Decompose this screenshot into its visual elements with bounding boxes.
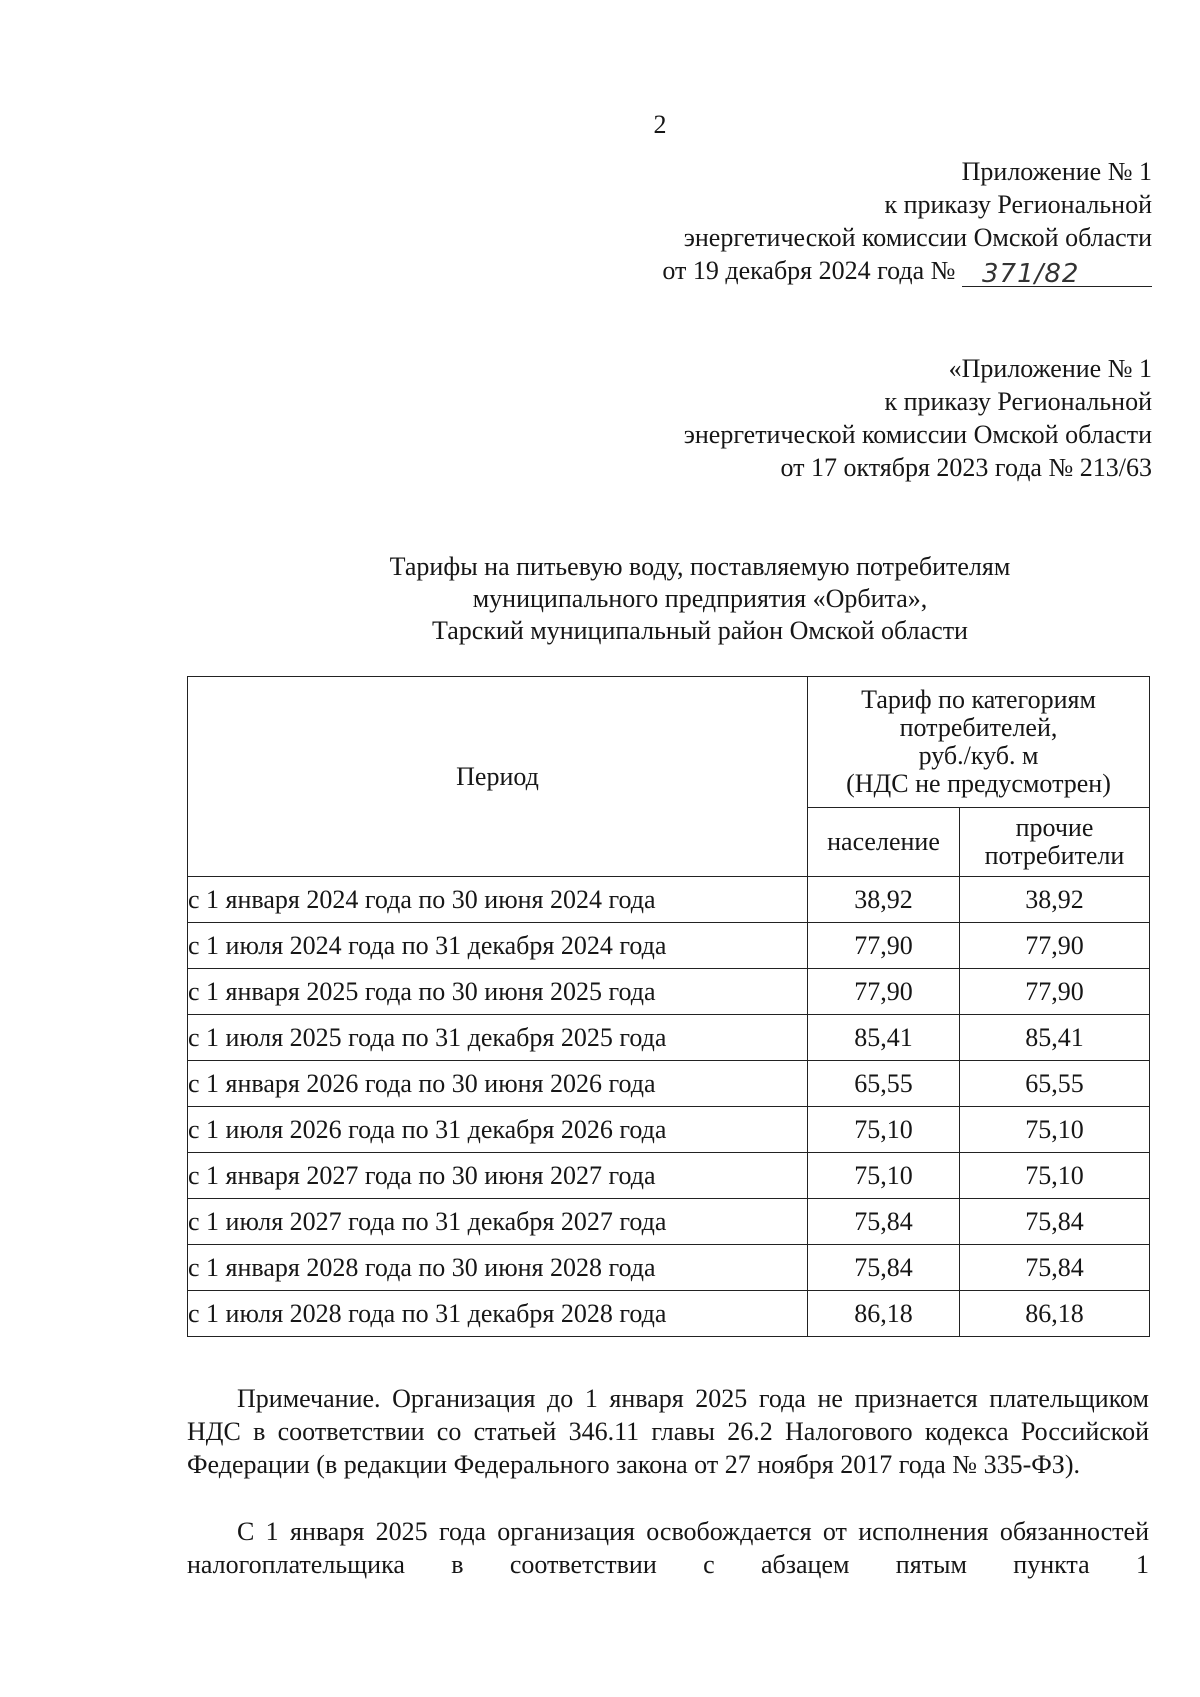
appendix-new-line-2: к приказу Региональной xyxy=(884,190,1152,219)
appendix-new-line-3: энергетической комиссии Омской области xyxy=(683,223,1152,252)
cell-period: с 1 июля 2024 года по 31 декабря 2024 года xyxy=(188,923,808,969)
cell-population: 75,84 xyxy=(808,1245,960,1291)
cell-population: 38,92 xyxy=(808,877,960,923)
header-tariff-line: руб./куб. м xyxy=(918,741,1039,770)
header-tariff-line: Тариф по категориям xyxy=(861,685,1096,714)
table-row xyxy=(188,1061,1150,1107)
header-tariff-line: потребителей, xyxy=(899,713,1058,742)
cell-population: 75,10 xyxy=(808,1107,960,1153)
header-period: Период xyxy=(188,677,808,877)
note-text-1: Примечание. Организация до 1 января 2025 года не признается плательщиком НДС в соответствии со статьей 346.11 главы 26.2 Налогового кодекса Российской Федерации (в редакции Федерального закона от 27 ноября 2017 года № 335-ФЗ). xyxy=(187,1384,1149,1479)
header-tariff-line: (НДС не предусмотрен) xyxy=(846,769,1111,798)
cell-other: 75,10 xyxy=(960,1107,1150,1153)
appendix-new-date: от 19 декабря 2024 года № xyxy=(662,256,956,285)
cell-other: 38,92 xyxy=(960,877,1150,923)
cell-period: с 1 января 2026 года по 30 июня 2026 года xyxy=(188,1061,808,1107)
table-row xyxy=(188,1153,1150,1199)
cell-other: 75,84 xyxy=(960,1199,1150,1245)
header-other-consumers xyxy=(960,808,1150,877)
title-line-3: Тарский муниципальный район Омской области xyxy=(432,616,968,645)
appendix-header-old xyxy=(684,352,1152,484)
table-row xyxy=(188,1199,1150,1245)
cell-period: с 1 июля 2028 года по 31 декабря 2028 года xyxy=(188,1291,808,1337)
header-other-line: прочие xyxy=(1015,813,1094,842)
cell-population: 75,10 xyxy=(808,1153,960,1199)
cell-period: с 1 января 2025 года по 30 июня 2025 года xyxy=(188,969,808,1015)
cell-other: 65,55 xyxy=(960,1061,1150,1107)
note-paragraph-1 xyxy=(187,1382,1149,1481)
appendix-header-new xyxy=(662,155,1152,287)
cell-population: 85,41 xyxy=(808,1015,960,1061)
appendix-old-line-4: от 17 октября 2023 года № 213/63 xyxy=(780,453,1152,482)
table-row xyxy=(188,1245,1150,1291)
note-text-2: С 1 января 2025 года организация освобождается от исполнения обязанностей налогоплательщика в соответствии с абзацем пятым пункта 1 xyxy=(187,1517,1149,1579)
cell-other: 77,90 xyxy=(960,969,1150,1015)
cell-period: с 1 января 2028 года по 30 июня 2028 года xyxy=(188,1245,808,1291)
cell-population: 86,18 xyxy=(808,1291,960,1337)
appendix-new-line-1: Приложение № 1 xyxy=(961,157,1152,186)
table-row xyxy=(188,1107,1150,1153)
cell-population: 65,55 xyxy=(808,1061,960,1107)
cell-period: с 1 июля 2026 года по 31 декабря 2026 года xyxy=(188,1107,808,1153)
cell-population: 75,84 xyxy=(808,1199,960,1245)
cell-other: 75,10 xyxy=(960,1153,1150,1199)
cell-other: 77,90 xyxy=(960,923,1150,969)
title-line-1: Тарифы на питьевую воду, поставляемую потребителям xyxy=(389,552,1011,581)
document-title xyxy=(300,551,1100,647)
cell-other: 86,18 xyxy=(960,1291,1150,1337)
cell-population: 77,90 xyxy=(808,969,960,1015)
appendix-old-line-1: «Приложение № 1 xyxy=(948,354,1152,383)
cell-period: с 1 июля 2027 года по 31 декабря 2027 года xyxy=(188,1199,808,1245)
cell-period: с 1 января 2024 года по 30 июня 2024 года xyxy=(188,877,808,923)
order-number-field xyxy=(962,257,1152,287)
tariff-table xyxy=(187,676,1150,1337)
cell-period: с 1 июля 2025 года по 31 декабря 2025 года xyxy=(188,1015,808,1061)
header-tariff xyxy=(808,677,1150,808)
note-paragraph-2 xyxy=(187,1515,1149,1581)
cell-other: 75,84 xyxy=(960,1245,1150,1291)
table-row xyxy=(188,1291,1150,1337)
page-number: 2 xyxy=(653,110,667,139)
cell-period: с 1 января 2027 года по 30 июня 2027 года xyxy=(188,1153,808,1199)
cell-population: 77,90 xyxy=(808,923,960,969)
appendix-old-line-3: энергетической комиссии Омской области xyxy=(683,420,1152,449)
table-row xyxy=(188,877,1150,923)
order-number-handwritten: 371/82 xyxy=(982,259,1080,289)
title-line-2: муниципального предприятия «Орбита», xyxy=(472,584,928,613)
appendix-old-line-2: к приказу Региональной xyxy=(884,387,1152,416)
header-other-line: потребители xyxy=(984,841,1125,870)
table-row xyxy=(188,1015,1150,1061)
cell-other: 85,41 xyxy=(960,1015,1150,1061)
appendix-new-line-4 xyxy=(662,254,1152,287)
table-row xyxy=(188,969,1150,1015)
table-row xyxy=(188,923,1150,969)
header-population: население xyxy=(808,808,960,877)
